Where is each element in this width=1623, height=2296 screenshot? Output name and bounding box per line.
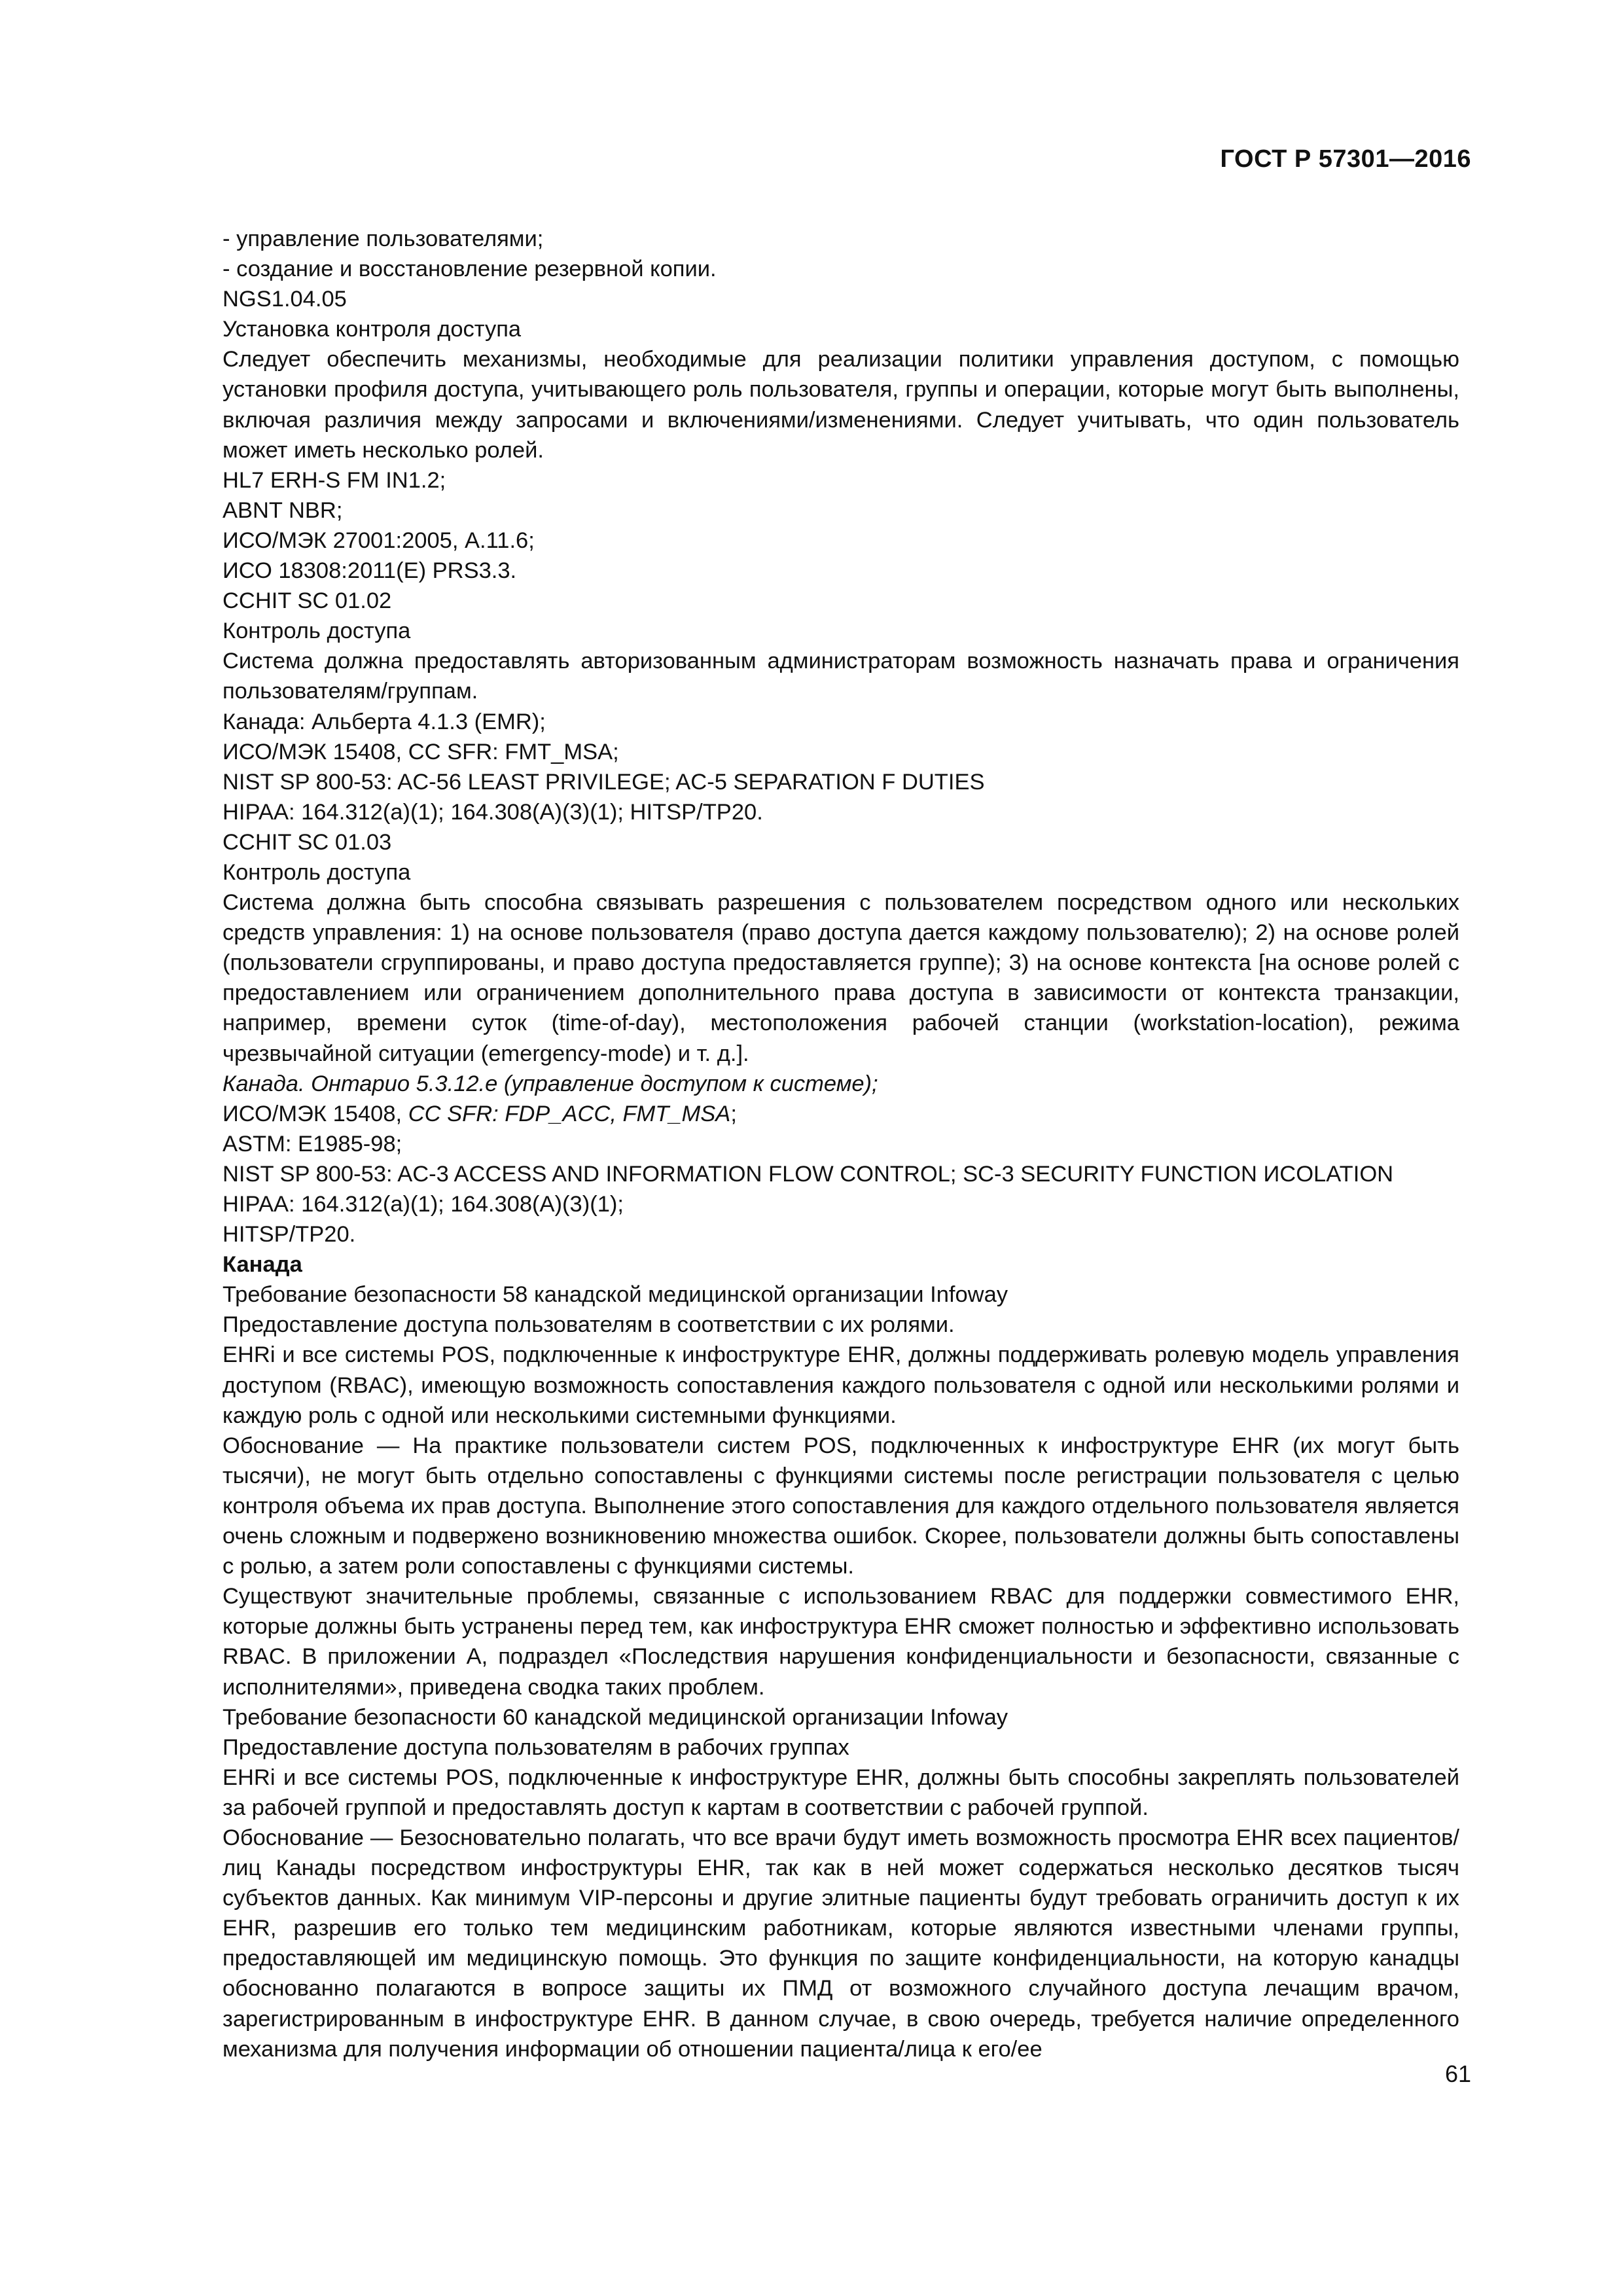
requirement-id: CCHIT SC 01.03 [223, 829, 392, 855]
requirement-title: Установка контроля доступа [223, 317, 522, 342]
requirement-id: NGS1.04.05 [223, 287, 347, 312]
reference-line [223, 1099, 1459, 1129]
section-heading: Канада [223, 1252, 302, 1278]
page-body [223, 224, 1459, 2064]
reference-line: NIST SP 800-53: AC-3 ACCESS AND INFORMATION FLOW CONTROL; SC-3 SECURITY FUNCTION ИCOLATION [223, 1161, 1394, 1187]
requirement-title: Контроль доступа [223, 619, 411, 644]
paragraph: Система должна быть способна связывать разрешения с пользователем посредством одного или нескольких средств управления: 1) на основе пользователя (право доступа дается каждому пользователю); 2) на основе ролей (пользователи сгруппированы, и право доступа предоставляется группе); 3) на основе контекста [на основе ролей с предоставлением или ограничением дополнительного права доступа в зависимости от контекста транзакции, например, времени суток (time-of-day), местоположения рабочей станции (workstation-location), режима чрезвычайной ситуации (emergency-mode) и т. д.]. [223, 890, 1459, 1066]
paragraph: Система должна предоставлять авторизованным администраторам возможность назначать права и ограничения пользователям/группам. [223, 649, 1459, 704]
document-number: ГОСТ Р 57301—2016 [1220, 145, 1471, 173]
reference-line: ABNT NBR; [223, 497, 343, 523]
requirement-title: Контроль доступа [223, 859, 411, 885]
paragraph: EHRi и все системы POS, подключенные к инфоструктуре EHR, должны поддерживать ролевую модель управления доступом (RBAC), имеющую возможность сопоставления каждого пользователя с одной или несколькими ролями и каждую роль с одной или несколькими системными функциями. [223, 1342, 1459, 1428]
reference-line: NIST SP 800-53: AC-56 LEAST PRIVILEGE; AC-5 SEPARATION F DUTIES [223, 769, 985, 795]
reference-prefix: ИСО/МЭК 15408, [223, 1101, 408, 1126]
paragraph: Обоснование — На практике пользователи систем POS, подключенных к инфоструктуре EHR (их могут быть тысячи), не могут быть отдельно сопоставлены с функциями системы после регистрации пользователя с целью контроля объема их прав доступа. Выполнение этого сопоставления для каждого отдельного пользователя является очень сложным и подвержено возникновению множества ошибок. Скорее, пользователи должны быть сопоставлены с ролью, а затем роли сопоставлены с функциями системы. [223, 1433, 1459, 1579]
requirement-subtitle: Предоставление доступа пользователям в соответствии с их ролями. [223, 1312, 955, 1338]
reference-line: ASTM: E1985-98; [223, 1131, 402, 1157]
reference-line: ИСО/МЭК 15408, CC SFR: FMT_MSA; [223, 739, 619, 764]
list-item: - управление пользователями; [223, 226, 544, 251]
requirement-title: Требование безопасности 58 канадской медицинской организации Infoway [223, 1282, 1008, 1308]
page-number: 61 [1444, 2060, 1471, 2087]
reference-line: HL7 ERH-S FM IN1.2; [223, 467, 446, 493]
reference-suffix: ; [730, 1101, 737, 1126]
reference-line: ИСО/МЭК 27001:2005, A.11.6; [223, 528, 535, 553]
reference-line: HITSP/TP20. [223, 1222, 356, 1247]
requirement-id: CCHIT SC 01.02 [223, 588, 392, 614]
reference-line: Канада: Альберта 4.1.3 (EMR); [223, 709, 546, 734]
reference-line: HIPAA: 164.312(a)(1); 164.308(A)(3)(1); [223, 1192, 624, 1217]
requirement-subtitle: Предоставление доступа пользователям в рабочих группах [223, 1734, 849, 1760]
paragraph: EHRi и все системы POS, подключенные к инфоструктуре EHR, должны быть способны закреплять пользователей за рабочей группой и предоставлять доступ к картам в соответствии с рабочей группой. [223, 1765, 1459, 1820]
reference-line: Канада. Онтарио 5.3.12.e (управление доступом к системе); [223, 1071, 878, 1096]
reference-italic: CC SFR: FDP_ACC, FMT_MSA [408, 1101, 731, 1126]
paragraph: Обоснование — Безосновательно полагать, что все врачи будут иметь возможность просмотра EHR всех пациентов/лиц Канады посредством инфоструктуры EHR, так как в ней может содержаться несколько десятков тысяч субъектов данных. Как минимум VIP-персоны и другие элитные пациенты будут требовать ограничить доступ к их EHR, разрешив его только тем медицинским работникам, которые являются известными членами группы, предоставляющей им медицинскую помощь. Это функция по защите конфиденциальности, на которую канадцы обоснованно полагаются в вопросе защиты их ПМД от возможного случайного доступа лечащим врачом, зарегистрированным в инфоструктуре EHR. В данном случае, в свою очередь, требуется наличие определенного механизма для получения информации об отношении пациента/лица к его/ее [223, 1825, 1459, 2062]
reference-line: HIPAA: 164.312(a)(1); 164.308(A)(3)(1); HITSP/TP20. [223, 799, 763, 825]
reference-line: ИСО 18308:2011(E) PRS3.3. [223, 558, 517, 584]
requirement-title: Требование безопасности 60 канадской медицинской организации Infoway [223, 1704, 1008, 1730]
list-item: - создание и восстановление резервной копии. [223, 257, 717, 282]
paragraph: Следует обеспечить механизмы, необходимые для реализации политики управления доступом, с помощью установки профиля доступа, учитывающего роль пользователя, группы и операции, которые могут быть выполнены, включая различия между запросами и включениями/изменениями. Следует учитывать, что один пользователь может иметь несколько ролей. [223, 347, 1459, 463]
paragraph: Существуют значительные проблемы, связанные с использованием RBAC для поддержки совместимого EHR, которые должны быть устранены перед тем, как инфоструктура EHR сможет полностью и эффективно использовать RBAC. В приложении А, подраздел «Последствия нарушения конфиденциальности и безопасности, связанные с исполнителями», приведена сводка таких проблем. [223, 1584, 1459, 1700]
